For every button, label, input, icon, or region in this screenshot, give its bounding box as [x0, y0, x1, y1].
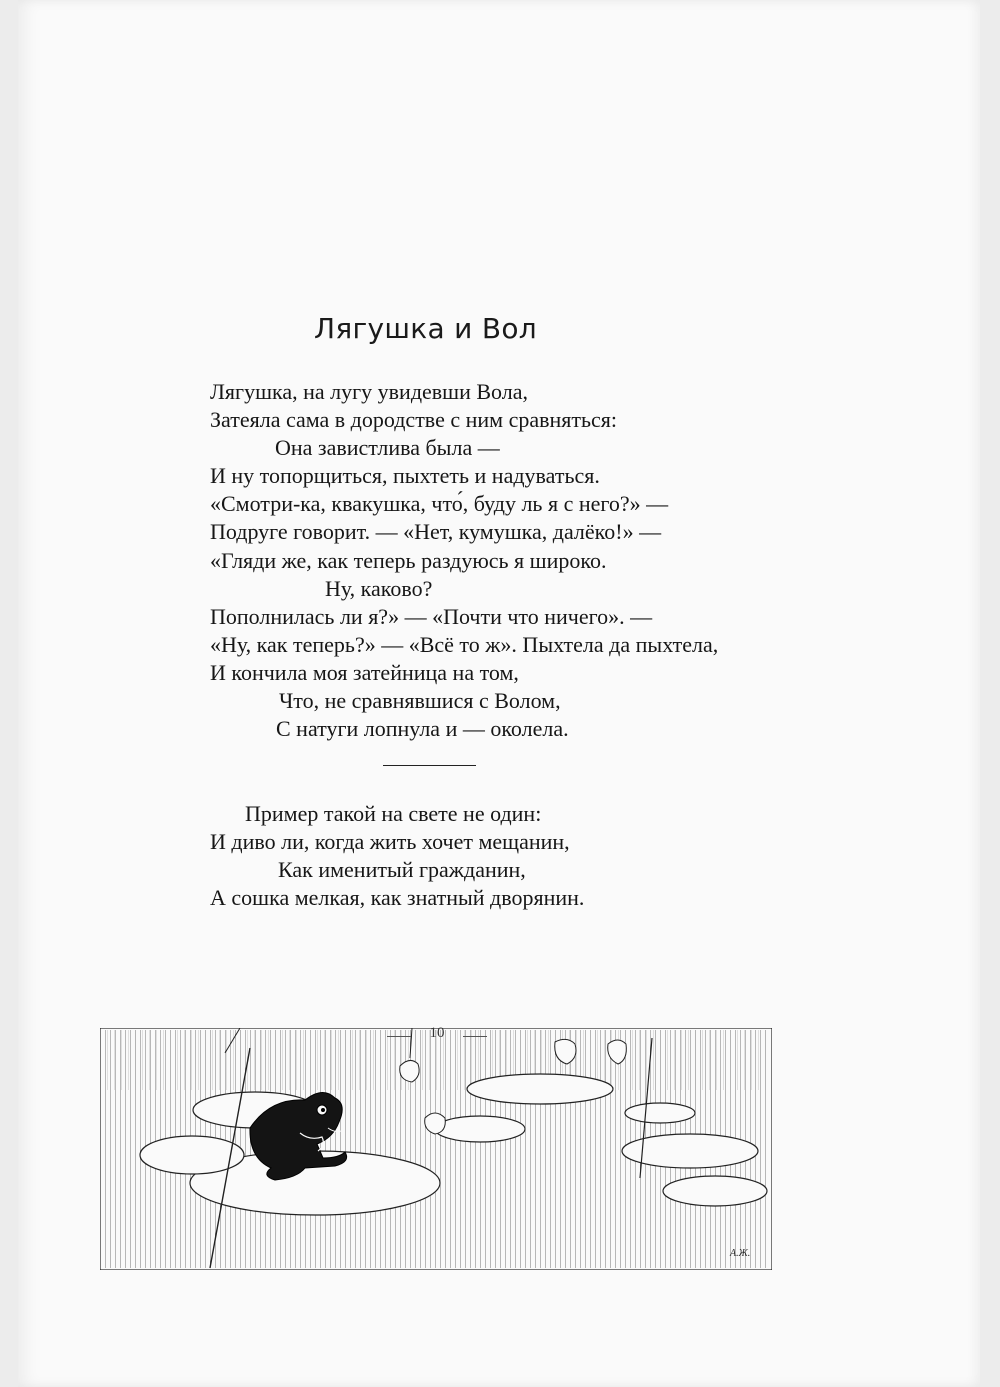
illustration-signature: А.Ж. — [730, 1248, 751, 1259]
moral-line: Как именитый гражданин, — [278, 857, 526, 882]
poem-line: Что, не сравнявшися с Волом, — [279, 688, 561, 713]
poem-line: И кончила моя затейница на том, — [210, 660, 519, 685]
moral-line: А сошка мелкая, как знатный дворянин. — [210, 885, 585, 910]
poem-line: «Смотри-ка, квакушка, что́, буду ль я с него?» — — [210, 491, 669, 516]
section-divider — [383, 765, 476, 766]
poem-line: Она завистлива была — — [275, 435, 500, 460]
poem-line: Подруге говорит. — «Нет, кумушка, далёко!» — — [210, 519, 662, 544]
poem-line: «Ну, как теперь?» — «Всё то ж». Пыхтела да пыхтела, — [210, 632, 719, 657]
poem-line: С натуги лопнула и — околела. — [276, 716, 569, 741]
poem-line: «Гляди же, как теперь раздуюсь я широко. — [210, 548, 607, 573]
page-number-area — [387, 1024, 487, 1044]
frog-on-lily-pad-illustration — [100, 1028, 772, 1270]
page-title: Лягушка и Вол — [314, 312, 538, 345]
poem-line: И ну топорщиться, пыхтеть и надуваться. — [210, 463, 600, 488]
poem-line: Ну, каково? — [325, 576, 433, 601]
page-number: 10 — [429, 1025, 445, 1041]
poem-line: Пополнилась ли я?» — «Почти что ничего». — — [210, 604, 653, 629]
page-number-rule-right — [463, 1036, 487, 1037]
moral-line: И диво ли, когда жить хочет мещанин, — [210, 829, 570, 854]
poem-line: Лягушка, на лугу увидевши Вола, — [210, 379, 529, 404]
poem-line: Затеяла сама в дородстве с ним сравняться: — [210, 407, 618, 432]
moral-line: Пример такой на свете не один: — [245, 801, 542, 826]
page-number-rule-left — [387, 1036, 411, 1037]
